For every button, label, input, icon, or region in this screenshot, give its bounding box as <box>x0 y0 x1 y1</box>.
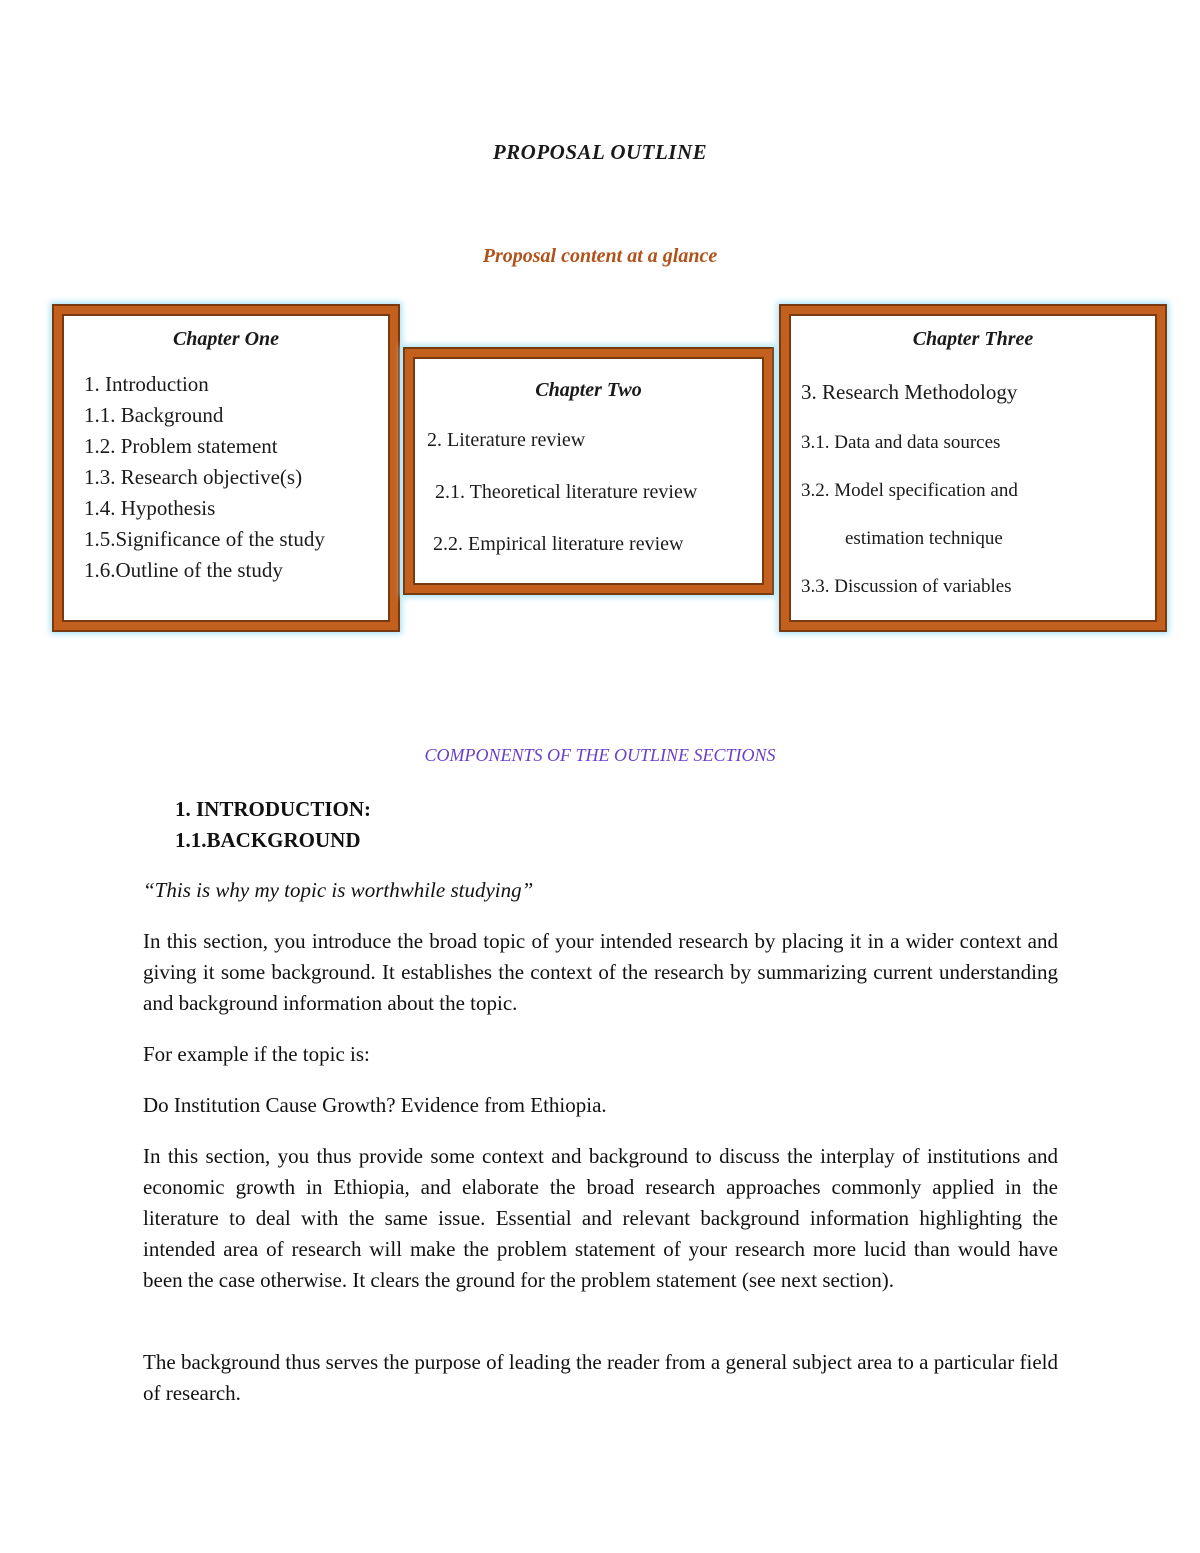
body-paragraph: For example if the topic is: <box>143 1042 370 1066</box>
chapter-two-heading: Chapter Two <box>535 379 642 401</box>
section-quote: “This is why my topic is worthwhile studying” <box>143 878 534 902</box>
chapter-one-box <box>54 306 398 630</box>
chapter-three-item: 3.2. Model specification and <box>801 480 1018 501</box>
chapter-two-item: 2.1. Theoretical literature review <box>435 481 698 503</box>
chapter-one-item: 1.2. Problem statement <box>84 434 278 458</box>
page-title: PROPOSAL OUTLINE <box>492 140 708 164</box>
chapter-three-item: 3.3. Discussion of variables <box>801 576 1012 597</box>
chapter-one-item: 1. Introduction <box>84 372 209 396</box>
body-paragraph: The background thus serves the purpose of leading the reader from a general subject area to a particular field of research. <box>143 1350 1058 1405</box>
components-heading: COMPONENTS OF THE OUTLINE SECTIONS <box>424 745 776 765</box>
body-paragraph: Do Institution Cause Growth? Evidence from Ethiopia. <box>143 1093 607 1117</box>
body-paragraph: In this section, you thus provide some context and background to discuss the interplay of institutions and economic growth in Ethiopia, and elaborate the broad research approaches commonly applied in the literature to deal with the same issue. Essential and relevant background information highlighting the intended area of research will make the problem statement of your research more lucid than would have been the case otherwise. It clears the ground for the problem statement (see next section). <box>143 1144 1058 1292</box>
chapter-one-heading: Chapter One <box>172 328 280 350</box>
chapter-three-item: 3.1. Data and data sources <box>801 432 1001 453</box>
chapter-one-item: 1.1. Background <box>84 403 224 427</box>
chapter-three-heading: Chapter Three <box>912 328 1034 350</box>
chapter-two-item: 2. Literature review <box>427 429 586 451</box>
chapter-two-item: 2.2. Empirical literature review <box>433 533 684 555</box>
body-paragraph: In this section, you introduce the broad topic of your intended research by placing it in a wider context and giving it some background. It establishes the context of the research by summarizing current understanding and background information about the topic. <box>143 929 1058 1015</box>
chapter-three-item: 3. Research Methodology <box>801 380 1018 404</box>
section-subheading: 1.1.BACKGROUND <box>175 828 361 852</box>
chapter-one-item: 1.3. Research objective(s) <box>84 465 303 489</box>
chapter-three-box <box>781 306 1165 630</box>
page-subtitle: Proposal content at a glance <box>482 245 718 267</box>
chapter-three-item: estimation technique <box>845 528 1003 549</box>
section-heading: 1. INTRODUCTION: <box>175 797 372 821</box>
chapter-one-item: 1.5.Significance of the study <box>84 527 325 551</box>
chapter-two-box <box>405 349 772 593</box>
chapter-one-item: 1.4. Hypothesis <box>84 496 216 520</box>
chapter-one-item: 1.6.Outline of the study <box>84 558 283 582</box>
